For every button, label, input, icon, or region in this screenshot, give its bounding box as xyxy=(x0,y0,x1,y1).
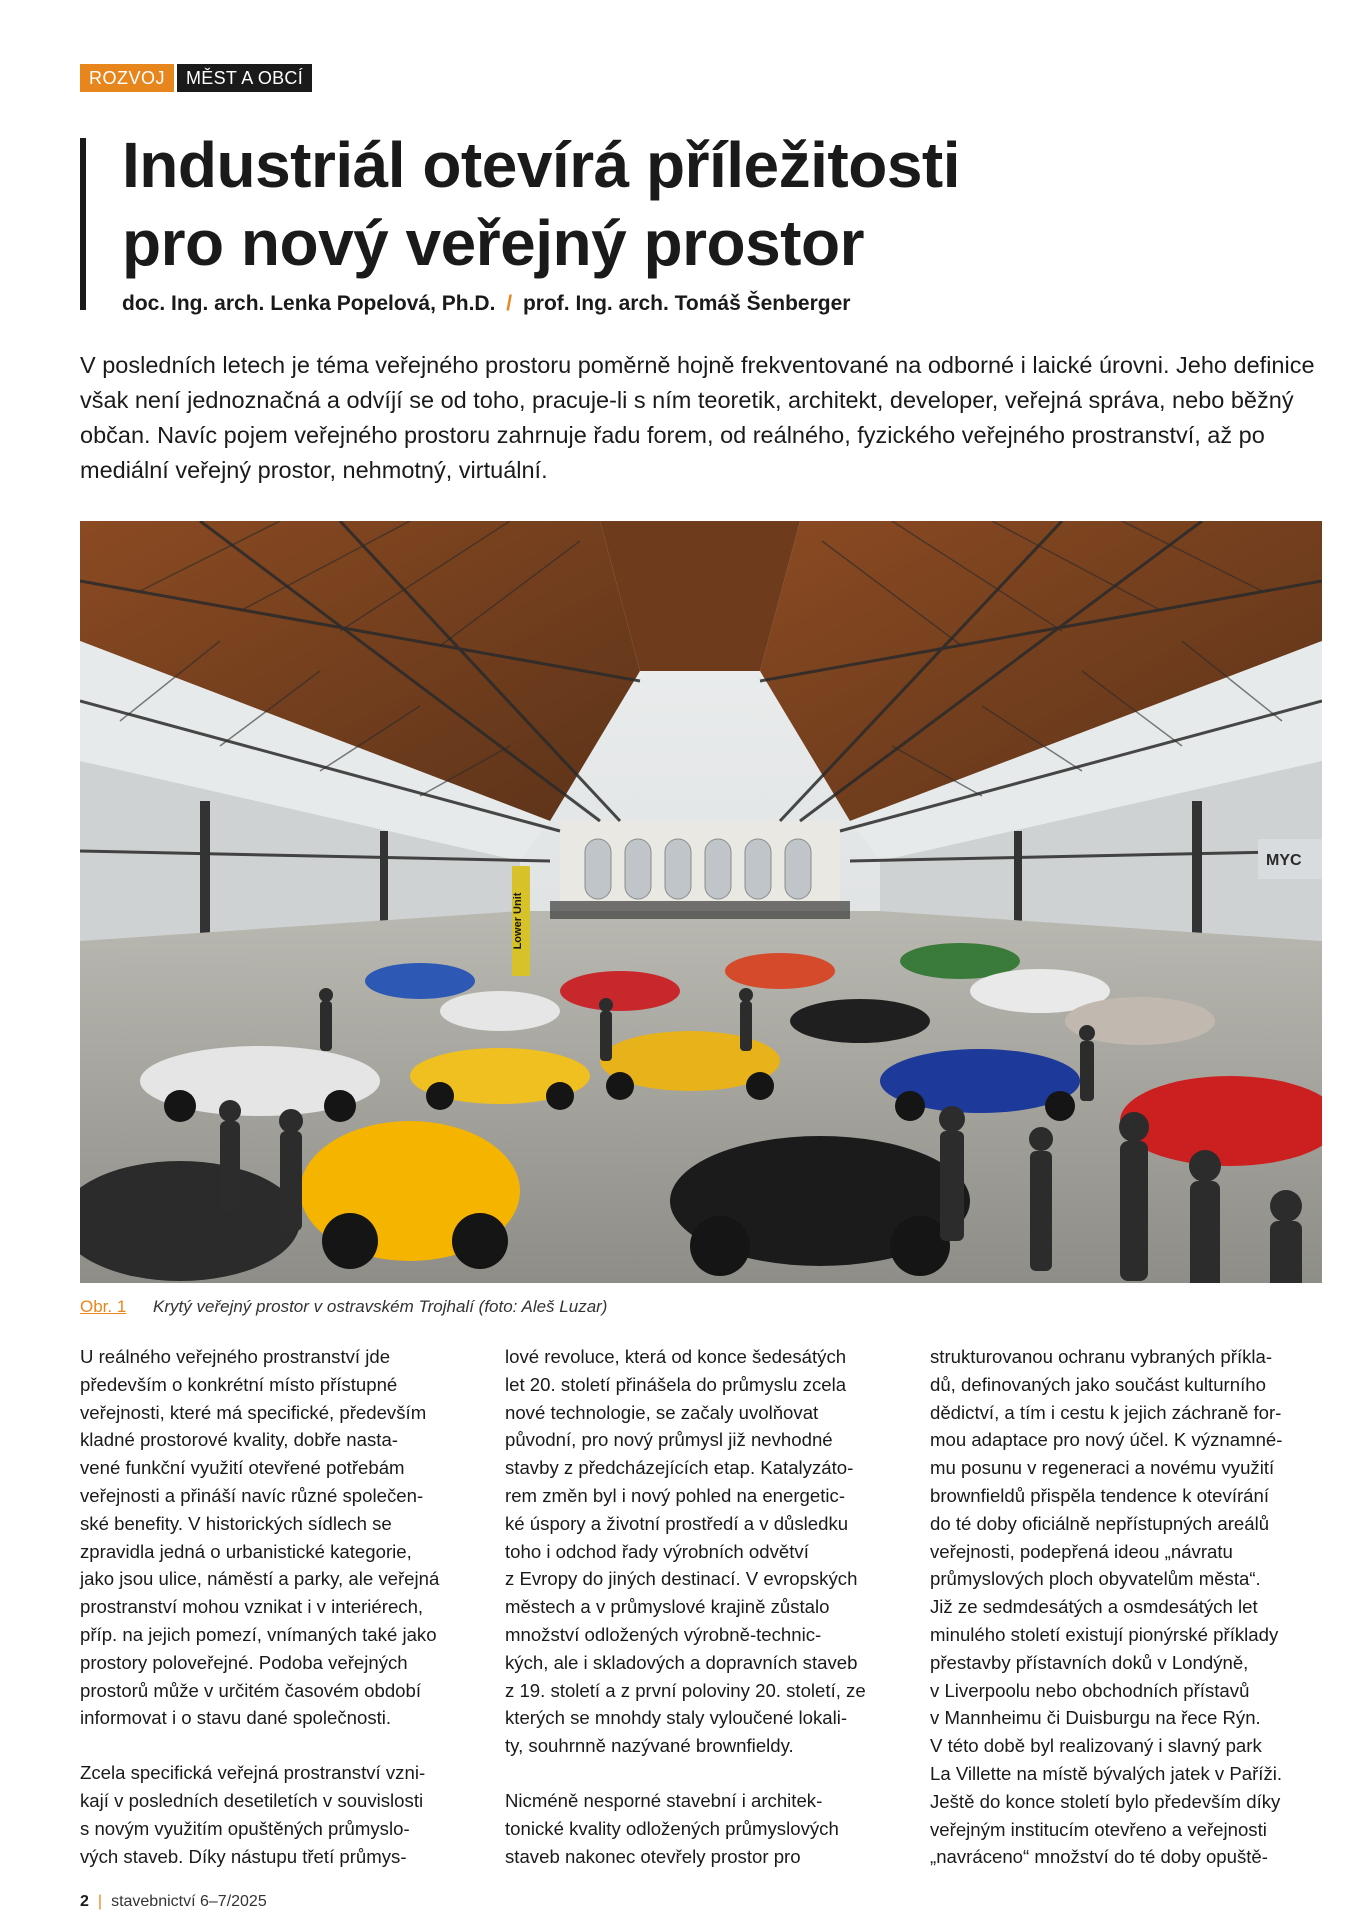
text-column-3 xyxy=(930,1343,1325,1871)
text-column-2 xyxy=(505,1343,900,1870)
banner-text: Lower Unit xyxy=(512,892,524,950)
wall-sign-text: MYC xyxy=(1266,852,1302,869)
figure-caption xyxy=(80,1297,607,1317)
figure-caption-text: Krytý veřejný prostor v ostravském Trojhalí (foto: Aleš Luzar) xyxy=(153,1297,608,1316)
section-tag-primary: ROZVOJ xyxy=(80,64,174,92)
section-tag-secondary: MĚST A OBCÍ xyxy=(177,64,312,92)
paragraph: U reálného veřejného prostranství jde především o konkrétní místo přístupné veřejnosti, které má specifické, především kladné prostorové kvality, dobře nasta- vené funkční využití otevřené potřebám veřejnosti a přináší navíc různé společen- ské benefity. V historických sídlech se zpravidla jedná o urbanistické kategorie, jako jsou ulice, náměstí a parky, ale veřejná prostranství mohou vznikat i v interiérech, příp. na jejich pomezí, vnímaných také jako prostory poloveřejné. Podoba veřejných prostorů může v určitém časovém období informovat i o stavu dané společnosti. xyxy=(80,1346,440,1729)
title-accent-bar xyxy=(80,138,86,310)
footer-separator: | xyxy=(97,1893,103,1910)
article-title xyxy=(122,126,1272,282)
hall-illustration xyxy=(80,521,1322,1283)
figure-photo xyxy=(80,521,1322,1283)
page-footer xyxy=(80,1893,267,1911)
publication-name: stavebnictví 6–7/2025 xyxy=(111,1893,267,1910)
title-line-2: pro nový veřejný prostor xyxy=(122,207,864,279)
author-separator: / xyxy=(506,292,513,315)
authors xyxy=(122,292,850,316)
paragraph: strukturovanou ochranu vybraných příkla- dů, definovaných jako součást kulturního dědictví, a tím i cestu k jejich záchraně for- mou adaptace pro nový účel. K významné- mu posunu v regeneraci a novému využití brownfieldů přispěla tendence k otevírání do té doby oficiálně nepřístupných areálů veřejnosti, podepřená ideou „návratu průmyslových ploch obyvatelům města“. Již ze sedmdesátých a osmdesátých let minulého století existují pionýrské příklady přestavby přístavních doků v Londýně, v Liverpoolu nebo obchodních přístavů v Mannheimu či Duisburgu na řece Rýn. V této době byl realizovaný i slavný park La Villette na místě bývalých jatek v Paříži. Ještě do konce století bylo především díky veřejným institucím otevřeno a veřejnosti „navráceno“ množství do té doby opuště- xyxy=(930,1346,1283,1868)
paragraph: lové revoluce, která od konce šedesátých let 20. století přinášela do průmyslu zcela nové technologie, se začaly uvolňovat původní, pro nový průmysl již nevhodné stavby z předcházejících etap. Katalyzáto- rem změn byl i nový pohled na energetic- ké úspory a životní prostředí a v důsledku toho i odchod řady výrobních odvětví z Evropy do jiných destinací. V evropských městech a v průmyslové krajině zůstalo množství odložených výrobně-technic- kých, ale i skladových a dopravních staveb z 19. století a z první poloviny 20. století, ze kterých se mnohdy staly vyloučené lokali- ty, souhrnně nazývané brownfieldy. xyxy=(505,1346,866,1757)
text-column-1 xyxy=(80,1343,475,1870)
title-line-1: Industriál otevírá příležitosti xyxy=(122,129,960,201)
figure-label: Obr. 1 xyxy=(80,1297,127,1316)
paragraph: Nicméně nesporné stavební i architek- tonické kvality odložených průmyslových staveb nakonec otevřely prostor pro xyxy=(505,1789,839,1867)
author-1: doc. Ing. arch. Lenka Popelová, Ph.D. xyxy=(122,292,496,315)
section-tag xyxy=(80,64,312,92)
paragraph: Zcela specifická veřejná prostranství vzni- kají v posledních desetiletích v souvislosti s novým využitím opuštěných průmyslo- vých staveb. Díky nástupu třetí průmys- xyxy=(80,1762,426,1867)
article-lead: V posledních letech je téma veřejného prostoru poměrně hojně frekventované na odborné i laické úrovni. Jeho definice však není jednoznačná a odvíjí se od toho, pracuje-li s ním teoretik, architekt, developer, veřejná správa, nebo běžný občan. Navíc pojem veřejného prostoru zahrnuje řadu forem, od reálného, fyzického veřejného prostranství, až po mediální veřejný prostor, nehmotný, virtuální. xyxy=(80,352,1315,483)
page-number: 2 xyxy=(80,1893,89,1910)
author-2: prof. Ing. arch. Tomáš Šenberger xyxy=(522,292,851,315)
